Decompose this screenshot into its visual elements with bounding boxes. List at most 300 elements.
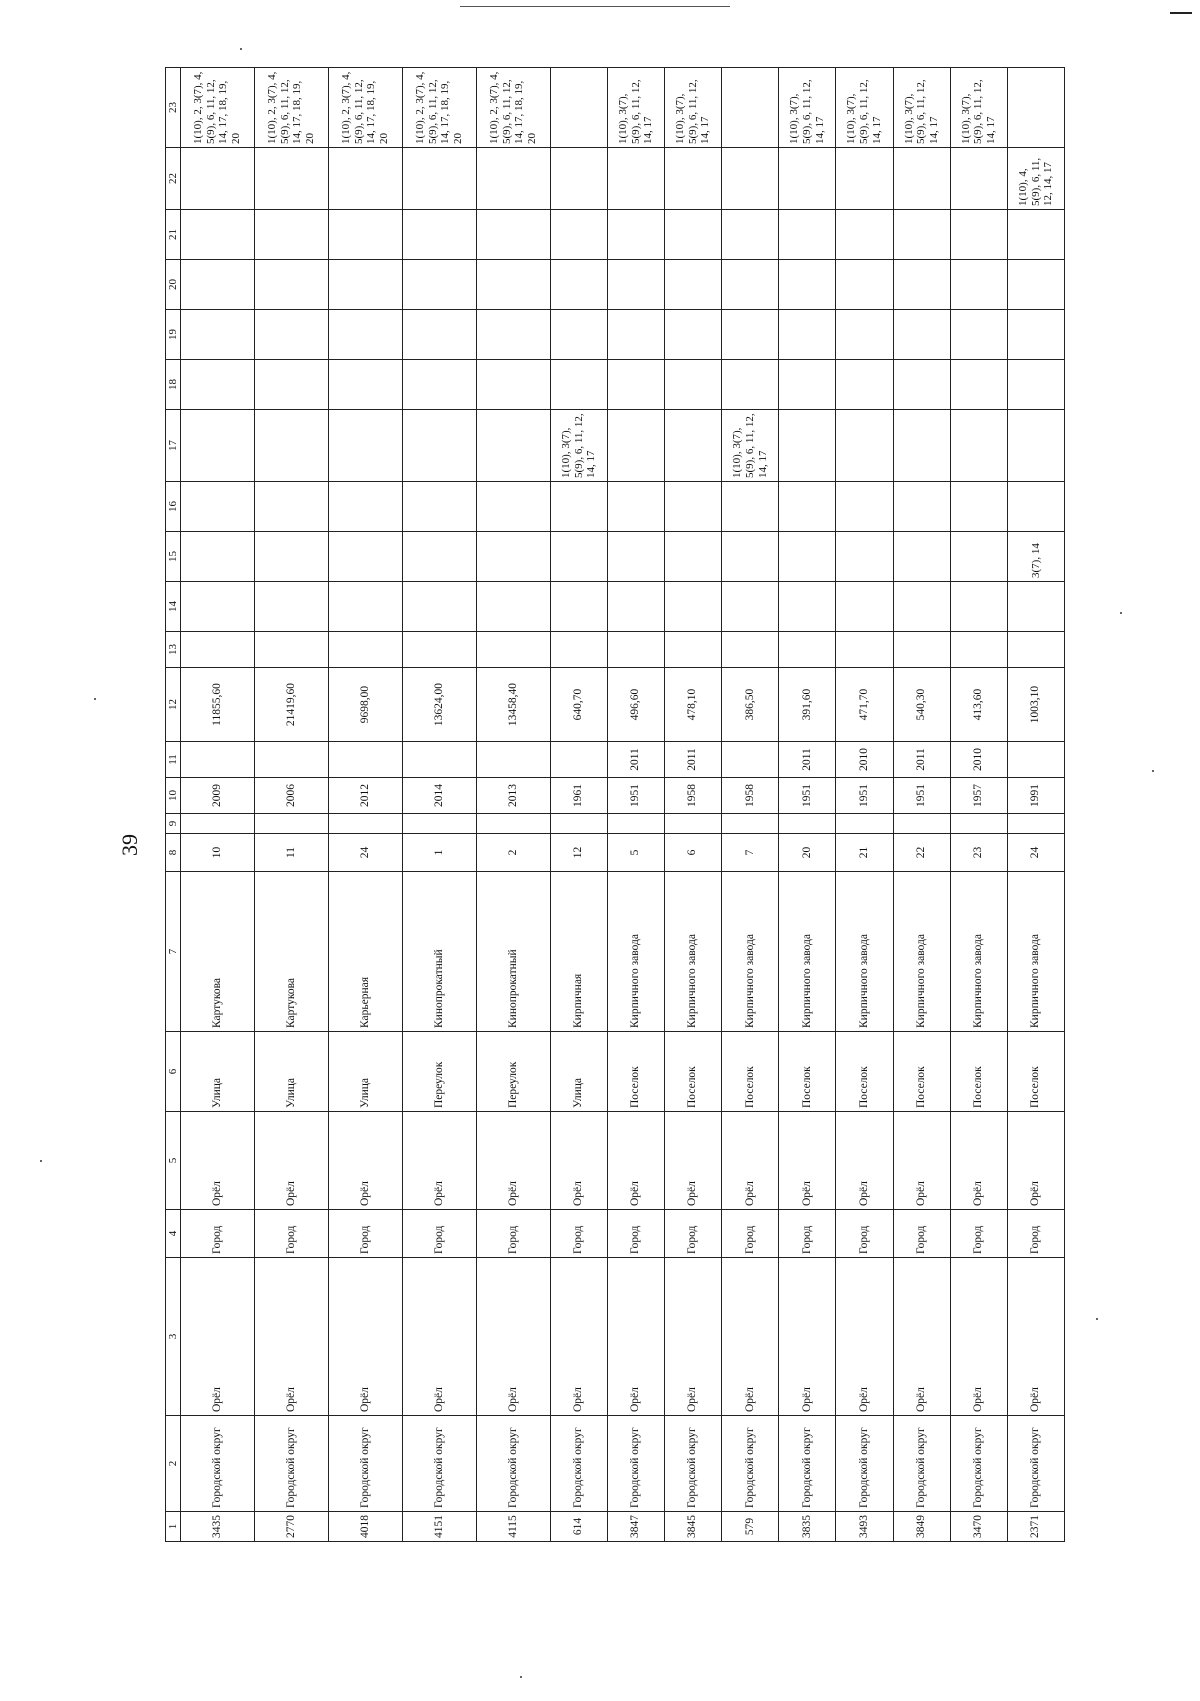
cell-col-17 bbox=[607, 410, 664, 482]
cell-col-11: 2011 bbox=[779, 742, 836, 778]
column-number-6: 6 bbox=[166, 1032, 181, 1112]
cell-col-6: Поселок bbox=[607, 1032, 664, 1112]
cell-col-16 bbox=[836, 482, 893, 532]
cell-col-19 bbox=[836, 310, 893, 360]
column-number-15: 15 bbox=[166, 532, 181, 582]
cell-col-4: Город bbox=[1007, 1210, 1064, 1258]
cell-col-23: 1(10), 2, 3(7), 4, 5(9), 6, 11, 12, 14, 17, 18, 19, 20 bbox=[476, 68, 550, 148]
cell-col-3: Орёл bbox=[181, 1258, 255, 1416]
cell-col-4: Город bbox=[181, 1210, 255, 1258]
cell-col-13 bbox=[181, 632, 255, 668]
cell-col-14 bbox=[328, 582, 402, 632]
cell-col-21 bbox=[779, 210, 836, 260]
cell-col-6: Поселок bbox=[779, 1032, 836, 1112]
cell-col-3: Орёл bbox=[893, 1258, 950, 1416]
cell-col-12: 11855,60 bbox=[181, 668, 255, 742]
cell-col-7: Кинопрокатный bbox=[402, 872, 476, 1032]
cell-col-10: 1958 bbox=[722, 778, 779, 814]
cell-col-6: Переулок bbox=[402, 1032, 476, 1112]
cell-col-12: 21419,60 bbox=[254, 668, 328, 742]
cell-col-19 bbox=[328, 310, 402, 360]
cell-col-20 bbox=[665, 260, 722, 310]
cell-col-15 bbox=[402, 532, 476, 582]
cell-col-9 bbox=[779, 814, 836, 834]
table-row bbox=[550, 68, 607, 1542]
cell-col-9 bbox=[836, 814, 893, 834]
column-number-12: 12 bbox=[166, 668, 181, 742]
cell-col-8: 23 bbox=[950, 834, 1007, 872]
cell-col-8: 12 bbox=[550, 834, 607, 872]
cell-col-12: 640,70 bbox=[550, 668, 607, 742]
cell-col-17 bbox=[836, 410, 893, 482]
scan-speck bbox=[1120, 612, 1122, 614]
cell-col-2: Городской округ bbox=[607, 1416, 664, 1512]
register-table-rotated bbox=[165, 71, 1065, 1542]
cell-col-9 bbox=[950, 814, 1007, 834]
cell-col-13 bbox=[476, 632, 550, 668]
cell-col-8: 6 bbox=[665, 834, 722, 872]
cell-col-23 bbox=[722, 68, 779, 148]
cell-col-19 bbox=[1007, 310, 1064, 360]
cell-col-16 bbox=[181, 482, 255, 532]
cell-col-10: 1957 bbox=[950, 778, 1007, 814]
cell-col-22 bbox=[893, 148, 950, 210]
cell-col-16 bbox=[476, 482, 550, 532]
cell-col-1: 3847 bbox=[607, 1512, 664, 1542]
cell-col-7: Кирпичного завода bbox=[950, 872, 1007, 1032]
cell-col-16 bbox=[950, 482, 1007, 532]
cell-col-14 bbox=[181, 582, 255, 632]
cell-col-21 bbox=[607, 210, 664, 260]
cell-col-9 bbox=[254, 814, 328, 834]
cell-col-19 bbox=[476, 310, 550, 360]
cell-col-3: Орёл bbox=[722, 1258, 779, 1416]
cell-col-21 bbox=[254, 210, 328, 260]
cell-col-9 bbox=[893, 814, 950, 834]
scan-speck bbox=[94, 698, 96, 700]
cell-col-3: Орёл bbox=[476, 1258, 550, 1416]
cell-col-1: 4115 bbox=[476, 1512, 550, 1542]
column-number-row bbox=[166, 68, 181, 1542]
cell-col-4: Город bbox=[836, 1210, 893, 1258]
cell-col-4: Город bbox=[665, 1210, 722, 1258]
cell-col-5: Орёл bbox=[550, 1112, 607, 1210]
cell-col-16 bbox=[1007, 482, 1064, 532]
cell-col-22 bbox=[722, 148, 779, 210]
table-row bbox=[722, 68, 779, 1542]
cell-col-22 bbox=[607, 148, 664, 210]
cell-col-15 bbox=[181, 532, 255, 582]
cell-col-14 bbox=[1007, 582, 1064, 632]
cell-col-3: Орёл bbox=[550, 1258, 607, 1416]
cell-col-7: Кирпичного завода bbox=[607, 872, 664, 1032]
cell-col-10: 2006 bbox=[254, 778, 328, 814]
cell-col-18 bbox=[1007, 360, 1064, 410]
cell-col-6: Поселок bbox=[665, 1032, 722, 1112]
cell-col-20 bbox=[607, 260, 664, 310]
column-number-10: 10 bbox=[166, 778, 181, 814]
table-row bbox=[779, 68, 836, 1542]
cell-col-9 bbox=[328, 814, 402, 834]
cell-col-11 bbox=[328, 742, 402, 778]
cell-col-17 bbox=[476, 410, 550, 482]
cell-col-3: Орёл bbox=[665, 1258, 722, 1416]
cell-col-19 bbox=[722, 310, 779, 360]
column-number-20: 20 bbox=[166, 260, 181, 310]
cell-col-22 bbox=[328, 148, 402, 210]
cell-col-2: Городской округ bbox=[328, 1416, 402, 1512]
cell-col-16 bbox=[328, 482, 402, 532]
cell-col-11 bbox=[722, 742, 779, 778]
cell-col-2: Городской округ bbox=[893, 1416, 950, 1512]
cell-col-3: Орёл bbox=[779, 1258, 836, 1416]
cell-col-15 bbox=[254, 532, 328, 582]
table-row bbox=[950, 68, 1007, 1542]
column-number-9: 9 bbox=[166, 814, 181, 834]
cell-col-3: Орёл bbox=[1007, 1258, 1064, 1416]
cell-col-2: Городской округ bbox=[476, 1416, 550, 1512]
cell-col-14 bbox=[779, 582, 836, 632]
table-row bbox=[254, 68, 328, 1542]
cell-col-22 bbox=[665, 148, 722, 210]
column-number-5: 5 bbox=[166, 1112, 181, 1210]
cell-col-5: Орёл bbox=[254, 1112, 328, 1210]
cell-col-1: 3435 bbox=[181, 1512, 255, 1542]
scan-speck bbox=[40, 1160, 42, 1162]
scan-edge-mark bbox=[1170, 12, 1192, 14]
column-number-21: 21 bbox=[166, 210, 181, 260]
cell-col-2: Городской округ bbox=[181, 1416, 255, 1512]
cell-col-12: 391,60 bbox=[779, 668, 836, 742]
column-number-13: 13 bbox=[166, 632, 181, 668]
cell-col-12: 1003,10 bbox=[1007, 668, 1064, 742]
cell-col-20 bbox=[550, 260, 607, 310]
cell-col-2: Городской округ bbox=[665, 1416, 722, 1512]
cell-col-22 bbox=[476, 148, 550, 210]
cell-col-13 bbox=[1007, 632, 1064, 668]
cell-col-11 bbox=[181, 742, 255, 778]
cell-col-18 bbox=[328, 360, 402, 410]
cell-col-2: Городской округ bbox=[722, 1416, 779, 1512]
cell-col-10: 1951 bbox=[836, 778, 893, 814]
cell-col-2: Городской округ bbox=[254, 1416, 328, 1512]
cell-col-2: Городской округ bbox=[550, 1416, 607, 1512]
cell-col-13 bbox=[950, 632, 1007, 668]
cell-col-22 bbox=[254, 148, 328, 210]
cell-col-7: Кирпичного завода bbox=[779, 872, 836, 1032]
cell-col-4: Город bbox=[607, 1210, 664, 1258]
cell-col-17 bbox=[950, 410, 1007, 482]
cell-col-20 bbox=[836, 260, 893, 310]
column-number-19: 19 bbox=[166, 310, 181, 360]
scan-speck bbox=[1152, 770, 1154, 772]
cell-col-13 bbox=[550, 632, 607, 668]
cell-col-22 bbox=[836, 148, 893, 210]
register-table-container bbox=[165, 71, 1065, 1542]
cell-col-14 bbox=[254, 582, 328, 632]
cell-col-23 bbox=[1007, 68, 1064, 148]
cell-col-12: 13458,40 bbox=[476, 668, 550, 742]
cell-col-13 bbox=[722, 632, 779, 668]
cell-col-14 bbox=[476, 582, 550, 632]
cell-col-8: 7 bbox=[722, 834, 779, 872]
cell-col-2: Городской округ bbox=[779, 1416, 836, 1512]
cell-col-5: Орёл bbox=[836, 1112, 893, 1210]
cell-col-5: Орёл bbox=[1007, 1112, 1064, 1210]
cell-col-5: Орёл bbox=[950, 1112, 1007, 1210]
cell-col-4: Город bbox=[950, 1210, 1007, 1258]
cell-col-20 bbox=[254, 260, 328, 310]
cell-col-18 bbox=[779, 360, 836, 410]
cell-col-16 bbox=[779, 482, 836, 532]
cell-col-10: 1958 bbox=[665, 778, 722, 814]
cell-col-19 bbox=[665, 310, 722, 360]
cell-col-13 bbox=[607, 632, 664, 668]
cell-col-17: 1(10), 3(7), 5(9), 6, 11, 12, 14, 17 bbox=[722, 410, 779, 482]
cell-col-10: 2012 bbox=[328, 778, 402, 814]
cell-col-20 bbox=[722, 260, 779, 310]
cell-col-23: 1(10), 2, 3(7), 4, 5(9), 6, 11, 12, 14, 17, 18, 19, 20 bbox=[254, 68, 328, 148]
cell-col-22 bbox=[950, 148, 1007, 210]
cell-col-6: Улица bbox=[181, 1032, 255, 1112]
column-number-8: 8 bbox=[166, 834, 181, 872]
cell-col-9 bbox=[550, 814, 607, 834]
cell-col-1: 3849 bbox=[893, 1512, 950, 1542]
cell-col-17 bbox=[254, 410, 328, 482]
cell-col-10: 1951 bbox=[779, 778, 836, 814]
cell-col-13 bbox=[893, 632, 950, 668]
cell-col-15 bbox=[665, 532, 722, 582]
cell-col-13 bbox=[402, 632, 476, 668]
table-row bbox=[665, 68, 722, 1542]
cell-col-10: 1991 bbox=[1007, 778, 1064, 814]
cell-col-14 bbox=[836, 582, 893, 632]
cell-col-5: Орёл bbox=[893, 1112, 950, 1210]
cell-col-4: Город bbox=[779, 1210, 836, 1258]
cell-col-5: Орёл bbox=[328, 1112, 402, 1210]
cell-col-21 bbox=[1007, 210, 1064, 260]
cell-col-5: Орёл bbox=[779, 1112, 836, 1210]
cell-col-5: Орёл bbox=[476, 1112, 550, 1210]
cell-col-20 bbox=[779, 260, 836, 310]
cell-col-1: 4151 bbox=[402, 1512, 476, 1542]
cell-col-3: Орёл bbox=[607, 1258, 664, 1416]
table-row bbox=[607, 68, 664, 1542]
cell-col-15 bbox=[328, 532, 402, 582]
cell-col-19 bbox=[254, 310, 328, 360]
cell-col-20 bbox=[950, 260, 1007, 310]
cell-col-1: 3845 bbox=[665, 1512, 722, 1542]
cell-col-7: Кирпичная bbox=[550, 872, 607, 1032]
cell-col-19 bbox=[181, 310, 255, 360]
cell-col-1: 4018 bbox=[328, 1512, 402, 1542]
column-number-22: 22 bbox=[166, 148, 181, 210]
cell-col-8: 24 bbox=[1007, 834, 1064, 872]
cell-col-21 bbox=[950, 210, 1007, 260]
cell-col-13 bbox=[836, 632, 893, 668]
register-table bbox=[165, 67, 1065, 1542]
cell-col-10: 1951 bbox=[893, 778, 950, 814]
cell-col-14 bbox=[665, 582, 722, 632]
cell-col-12: 13624,00 bbox=[402, 668, 476, 742]
cell-col-15 bbox=[893, 532, 950, 582]
cell-col-22 bbox=[550, 148, 607, 210]
cell-col-12: 496,60 bbox=[607, 668, 664, 742]
cell-col-17 bbox=[779, 410, 836, 482]
table-row bbox=[893, 68, 950, 1542]
cell-col-12: 540,30 bbox=[893, 668, 950, 742]
cell-col-18 bbox=[893, 360, 950, 410]
cell-col-13 bbox=[779, 632, 836, 668]
cell-col-6: Переулок bbox=[476, 1032, 550, 1112]
cell-col-8: 11 bbox=[254, 834, 328, 872]
cell-col-15 bbox=[476, 532, 550, 582]
cell-col-1: 3470 bbox=[950, 1512, 1007, 1542]
cell-col-3: Орёл bbox=[402, 1258, 476, 1416]
cell-col-17: 1(10), 3(7), 5(9), 6, 11, 12, 14, 17 bbox=[550, 410, 607, 482]
cell-col-6: Улица bbox=[254, 1032, 328, 1112]
cell-col-17 bbox=[665, 410, 722, 482]
cell-col-4: Город bbox=[550, 1210, 607, 1258]
cell-col-1: 3835 bbox=[779, 1512, 836, 1542]
cell-col-14 bbox=[722, 582, 779, 632]
cell-col-5: Орёл bbox=[402, 1112, 476, 1210]
cell-col-10: 2009 bbox=[181, 778, 255, 814]
table-row bbox=[1007, 68, 1064, 1542]
cell-col-23: 1(10), 3(7), 5(9), 6, 11, 12, 14, 17 bbox=[607, 68, 664, 148]
cell-col-4: Город bbox=[893, 1210, 950, 1258]
cell-col-17 bbox=[402, 410, 476, 482]
cell-col-16 bbox=[722, 482, 779, 532]
cell-col-8: 24 bbox=[328, 834, 402, 872]
cell-col-18 bbox=[476, 360, 550, 410]
column-number-4: 4 bbox=[166, 1210, 181, 1258]
cell-col-2: Городской округ bbox=[950, 1416, 1007, 1512]
scan-speck bbox=[240, 48, 242, 50]
cell-col-23: 1(10), 2, 3(7), 4, 5(9), 6, 11, 12, 14, 17, 18, 19, 20 bbox=[402, 68, 476, 148]
table-row bbox=[181, 68, 255, 1542]
cell-col-11 bbox=[550, 742, 607, 778]
cell-col-14 bbox=[402, 582, 476, 632]
cell-col-14 bbox=[607, 582, 664, 632]
column-number-1: 1 bbox=[166, 1512, 181, 1542]
cell-col-11 bbox=[1007, 742, 1064, 778]
cell-col-6: Улица bbox=[328, 1032, 402, 1112]
cell-col-9 bbox=[181, 814, 255, 834]
column-number-23: 23 bbox=[166, 68, 181, 148]
column-number-2: 2 bbox=[166, 1416, 181, 1512]
table-row bbox=[836, 68, 893, 1542]
cell-col-8: 10 bbox=[181, 834, 255, 872]
cell-col-9 bbox=[722, 814, 779, 834]
cell-col-11 bbox=[476, 742, 550, 778]
cell-col-3: Орёл bbox=[836, 1258, 893, 1416]
cell-col-16 bbox=[254, 482, 328, 532]
cell-col-21 bbox=[550, 210, 607, 260]
cell-col-14 bbox=[893, 582, 950, 632]
cell-col-17 bbox=[893, 410, 950, 482]
cell-col-3: Орёл bbox=[254, 1258, 328, 1416]
cell-col-20 bbox=[893, 260, 950, 310]
cell-col-8: 5 bbox=[607, 834, 664, 872]
cell-col-16 bbox=[665, 482, 722, 532]
cell-col-18 bbox=[181, 360, 255, 410]
cell-col-9 bbox=[1007, 814, 1064, 834]
cell-col-12: 413,60 bbox=[950, 668, 1007, 742]
cell-col-15 bbox=[550, 532, 607, 582]
scan-artifact-line bbox=[460, 6, 730, 8]
cell-col-12: 9698,00 bbox=[328, 668, 402, 742]
cell-col-5: Орёл bbox=[665, 1112, 722, 1210]
cell-col-2: Городской округ bbox=[402, 1416, 476, 1512]
cell-col-21 bbox=[836, 210, 893, 260]
cell-col-6: Поселок bbox=[950, 1032, 1007, 1112]
cell-col-17 bbox=[181, 410, 255, 482]
table-row bbox=[402, 68, 476, 1542]
cell-col-4: Город bbox=[722, 1210, 779, 1258]
table-row bbox=[476, 68, 550, 1542]
cell-col-22 bbox=[402, 148, 476, 210]
cell-col-20 bbox=[1007, 260, 1064, 310]
cell-col-1: 2371 bbox=[1007, 1512, 1064, 1542]
cell-col-23: 1(10), 3(7), 5(9), 6, 11, 12, 14, 17 bbox=[779, 68, 836, 148]
cell-col-4: Город bbox=[328, 1210, 402, 1258]
cell-col-7: Кирпичного завода bbox=[1007, 872, 1064, 1032]
cell-col-8: 22 bbox=[893, 834, 950, 872]
cell-col-17 bbox=[328, 410, 402, 482]
cell-col-23: 1(10), 3(7), 5(9), 6, 11, 12, 14, 17 bbox=[836, 68, 893, 148]
cell-col-18 bbox=[665, 360, 722, 410]
cell-col-1: 579 bbox=[722, 1512, 779, 1542]
cell-col-9 bbox=[402, 814, 476, 834]
cell-col-19 bbox=[402, 310, 476, 360]
cell-col-17 bbox=[1007, 410, 1064, 482]
cell-col-21 bbox=[402, 210, 476, 260]
cell-col-6: Улица bbox=[550, 1032, 607, 1112]
cell-col-6: Поселок bbox=[836, 1032, 893, 1112]
cell-col-1: 3493 bbox=[836, 1512, 893, 1542]
cell-col-10: 1951 bbox=[607, 778, 664, 814]
column-number-17: 17 bbox=[166, 410, 181, 482]
cell-col-20 bbox=[181, 260, 255, 310]
cell-col-15 bbox=[950, 532, 1007, 582]
cell-col-14 bbox=[950, 582, 1007, 632]
cell-col-13 bbox=[665, 632, 722, 668]
cell-col-11: 2010 bbox=[836, 742, 893, 778]
cell-col-8: 2 bbox=[476, 834, 550, 872]
cell-col-21 bbox=[476, 210, 550, 260]
cell-col-18 bbox=[550, 360, 607, 410]
cell-col-21 bbox=[722, 210, 779, 260]
cell-col-19 bbox=[779, 310, 836, 360]
cell-col-11 bbox=[402, 742, 476, 778]
cell-col-7: Картукова bbox=[181, 872, 255, 1032]
page-number: 39 bbox=[117, 834, 142, 856]
cell-col-22 bbox=[181, 148, 255, 210]
cell-col-7: Кинопрокатный bbox=[476, 872, 550, 1032]
cell-col-5: Орёл bbox=[607, 1112, 664, 1210]
column-number-14: 14 bbox=[166, 582, 181, 632]
cell-col-1: 2770 bbox=[254, 1512, 328, 1542]
cell-col-9 bbox=[607, 814, 664, 834]
cell-col-11: 2011 bbox=[893, 742, 950, 778]
cell-col-21 bbox=[665, 210, 722, 260]
cell-col-23 bbox=[550, 68, 607, 148]
cell-col-7: Карьерная bbox=[328, 872, 402, 1032]
cell-col-19 bbox=[893, 310, 950, 360]
cell-col-1: 614 bbox=[550, 1512, 607, 1542]
cell-col-9 bbox=[665, 814, 722, 834]
